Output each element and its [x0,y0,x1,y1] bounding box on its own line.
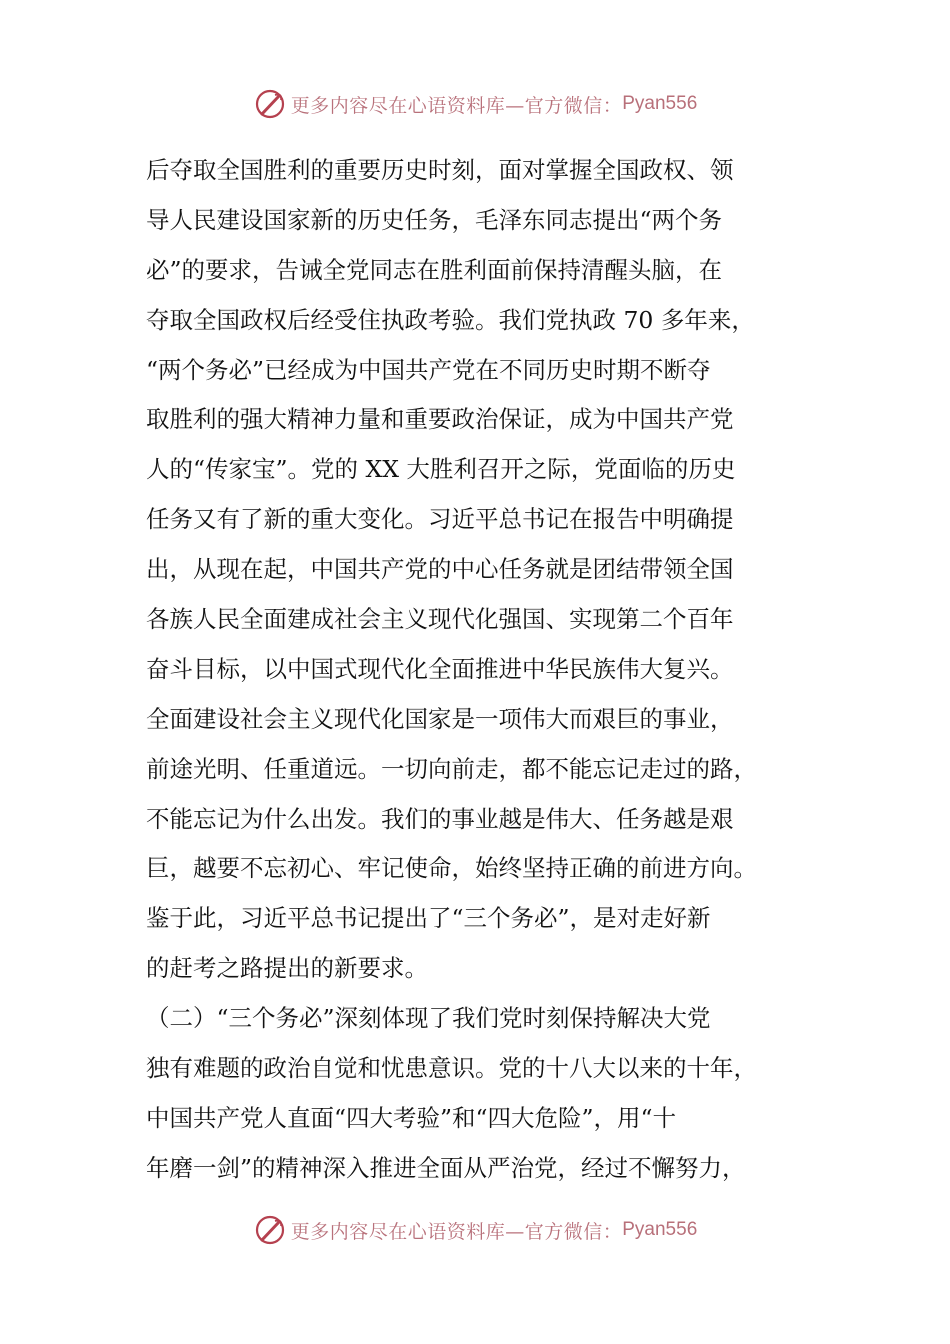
text-line: 取胜利的强大精神力量和重要政治保证，成为中国共产党 [146,405,734,434]
header-banner [0,84,950,124]
text-line: 后夺取全国胜利的重要历史时刻，面对掌握全国政权、领 [146,156,734,184]
text-line: 鉴于此，习近平总书记提出了“三个务必”，是对走好新 [146,904,711,933]
text-line: 全面建设社会主义现代化国家是一项伟大而艰巨的事业， [146,704,734,733]
text-line: 必”的要求，告诫全党同志在胜利面前保持清醒头脑，在 [146,255,723,284]
text-line: 导人民建设国家新的历史任务，毛泽东同志提出“两个务 [146,205,723,234]
text-line: 独有难题的政治自觉和忧患意识。党的十八大以来的十年， [146,1054,757,1083]
footer-banner [0,1210,950,1250]
body-text [146,146,806,1194]
text-line: 的赶考之路提出的新要求。 [146,954,428,983]
wechat-id: Pyan556 [622,1219,698,1240]
section-heading-line: （二）“三个务必”深刻体现了我们党时刻保持解决大党 [146,1004,711,1033]
banner-text: 更多内容尽在心语资料库—官方微信： [290,94,623,117]
text-line: 夺取全国政权后经受住执政考验。我们党执政 70 多年来， [146,305,755,334]
wechat-id: Pyan556 [622,93,698,114]
pen-logo-icon [253,1213,287,1247]
text-line: 不能忘记为什么出发。我们的事业越是伟大、任务越是艰 [146,804,734,833]
text-line: 任务又有了新的重大变化。习近平总书记在报告中明确提 [146,505,734,534]
text-line: “两个务必”已经成为中国共产党在不同历史时期不断夺 [146,355,711,384]
text-line: 前途光明、任重道远。一切向前走，都不能忘记走过的路， [146,754,757,783]
text-line: 各族人民全面建成社会主义现代化强国、实现第二个百年 [146,605,734,634]
text-line: 奋斗目标，以中国式现代化全面推进中华民族伟大复兴。 [146,654,734,683]
text-line: 出，从现在起，中国共产党的中心任务就是团结带领全国 [146,555,734,584]
text-line: 中国共产党人直面“四大考验”和“四大危险”，用“十 [146,1103,677,1132]
text-line: 巨，越要不忘初心、牢记使命，始终坚持正确的前进方向。 [146,854,757,883]
banner-text: 更多内容尽在心语资料库—官方微信： [290,1220,623,1243]
text-line: 人的“传家宝”。党的 XX 大胜利召开之际，党面临的历史 [146,455,736,484]
pen-logo-icon [253,87,287,121]
text-line: 年磨一剑”的精神深入推进全面从严治党，经过不懈努力， [146,1153,746,1182]
